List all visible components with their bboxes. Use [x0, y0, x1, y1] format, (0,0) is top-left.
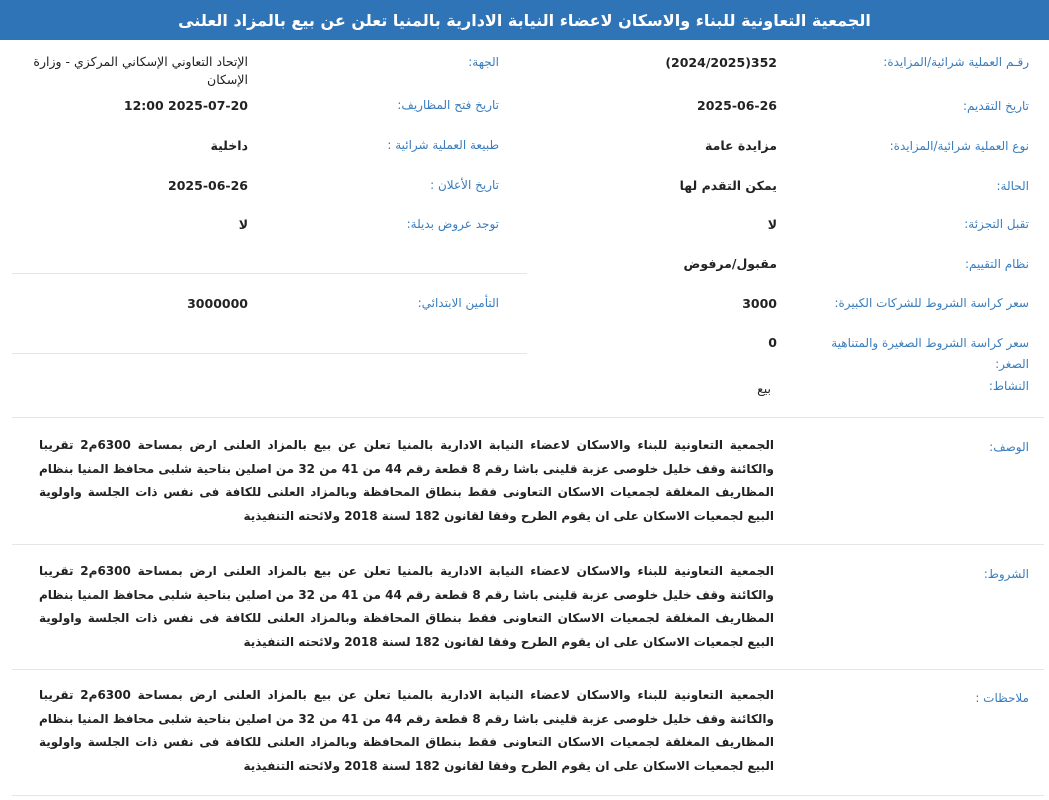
divider — [12, 544, 1044, 545]
notes-text: الجمعية التعاونية للبناء والاسكان لاعضاء النيابة الادارية بالمنيا تعلن عن بيع بالمزاد العلنى ارض بمساحة 6300م2 تقريبا والكائنة وقف خليل خلوصى عزبة قلينى باشا رقم 8 قطعة رقم 44 من 41 من 32 من اصلين بناحية شلبى محافظ المنيا بنظام المظاريف المغلقة لجمعيات الاسكان التعاونى فقط بنطاق المحافظة وبالمزاد العلنى للكافة فى نفس ذات الجلسة واولوية البيع لجمعيات الاسكان على ان يقوم الطرح وفقا لقانون 182 لسنة 2018 ولائحته التنفيذية — [39, 688, 774, 773]
process-type-value: مزايدة عامة — [705, 138, 777, 153]
entity-label: الجهة: — [468, 55, 499, 69]
divider — [12, 353, 527, 354]
auction-number-label: رقـم العملية شرائية/المزايدة: — [883, 55, 1029, 69]
process-nature-value: داخلية — [210, 138, 248, 153]
announcement-date-label: تاريخ الأعلان : — [430, 178, 499, 192]
evaluation-system-label: نظام التقييم: — [964, 257, 1029, 271]
submission-date-value: 2025-06-26 — [697, 98, 777, 113]
activity-label: النشاط: — [988, 379, 1029, 393]
process-nature-label: طبيعة العملية شرائية : — [387, 138, 499, 152]
divider — [12, 273, 527, 274]
divisible-label: تقبل التجزئة: — [964, 217, 1029, 231]
divisible-value: لا — [767, 217, 777, 232]
opening-date-value: 2025-07-20 12:00 — [123, 98, 248, 113]
initial-insurance-value: 3000000 — [187, 296, 248, 311]
entity-value: الإتحاد التعاوني الإسكاني المركزي - وزارة الإسكان — [33, 54, 248, 87]
evaluation-system-value: مقبول/مرفوض — [683, 256, 777, 271]
opening-date-label: تاريخ فتح المظاريف: — [397, 98, 499, 112]
description-label: الوصف: — [989, 440, 1029, 454]
small-company-fee-label: سعر كراسة الشروط الصغيرة والمتناهية الصغر: — [831, 336, 1029, 371]
divider — [12, 669, 1044, 670]
activity-value: بيع — [757, 381, 771, 396]
description-text: الجمعية التعاونية للبناء والاسكان لاعضاء النيابة الادارية بالمنيا تعلن عن بيع بالمزاد العلنى ارض بمساحة 6300م2 تقريبا والكائنة وقف خليل خلوصى عزبة قلينى باشا رقم 8 قطعة رقم 44 من 41 من 32 من اصلين بناحية شلبى محافظ المنيا بنظام المظاريف المغلقة لجمعيات الاسكان التعاونى فقط بنطاق المحافظة وبالمزاد العلنى للكافة فى نفس ذات الجلسة واولوية البيع لجمعيات الاسكان على ان يقوم الطرح وفقا لقانون 182 لسنة 2018 ولائحته التنفيذية — [39, 438, 774, 523]
conditions-text: الجمعية التعاونية للبناء والاسكان لاعضاء النيابة الادارية بالمنيا تعلن عن بيع بالمزاد العلنى ارض بمساحة 6300م2 تقريبا والكائنة وقف خليل خلوصى عزبة قلينى باشا رقم 8 قطعة رقم 44 من 41 من 32 من اصلين بناحية شلبى محافظ المنيا بنظام المظاريف المغلقة لجمعيات الاسكان التعاونى فقط بنطاق المحافظة وبالمزاد العلنى للكافة فى نفس ذات الجلسة واولوية البيع لجمعيات الاسكان على ان يقوم الطرح وفقا لقانون 182 لسنة 2018 ولائحته التنفيذية — [39, 564, 774, 649]
page-title: الجمعية التعاونية للبناء والاسكان لاعضاء النيابة الادارية بالمنيا تعلن عن بيع بالمزاد العلنى — [178, 10, 871, 30]
status-label: الحالة: — [996, 179, 1029, 193]
conditions-label: الشروط: — [983, 567, 1029, 581]
divider — [12, 795, 1044, 796]
large-company-fee-value: 3000 — [742, 296, 777, 311]
submission-date-label: تاريخ التقديم: — [962, 99, 1029, 113]
auction-number-value: 352(2024/2025) — [665, 55, 777, 70]
initial-insurance-label: التأمين الابتدائي: — [417, 296, 499, 310]
divider — [12, 417, 1044, 418]
process-type-label: نوع العملية شرائية/المزايدة: — [889, 139, 1029, 153]
status-value: يمكن التقدم لها — [679, 178, 777, 193]
notes-label: ملاحظات : — [975, 691, 1029, 705]
page-header — [0, 0, 1049, 40]
small-company-fee-value: 0 — [768, 335, 777, 350]
large-company-fee-label: سعر كراسة الشروط للشركات الكبيرة: — [834, 296, 1029, 310]
alternative-offers-label: توجد عروض بديلة: — [406, 217, 499, 231]
announcement-date-value: 2025-06-26 — [168, 178, 248, 193]
alternative-offers-value: لا — [238, 217, 248, 232]
